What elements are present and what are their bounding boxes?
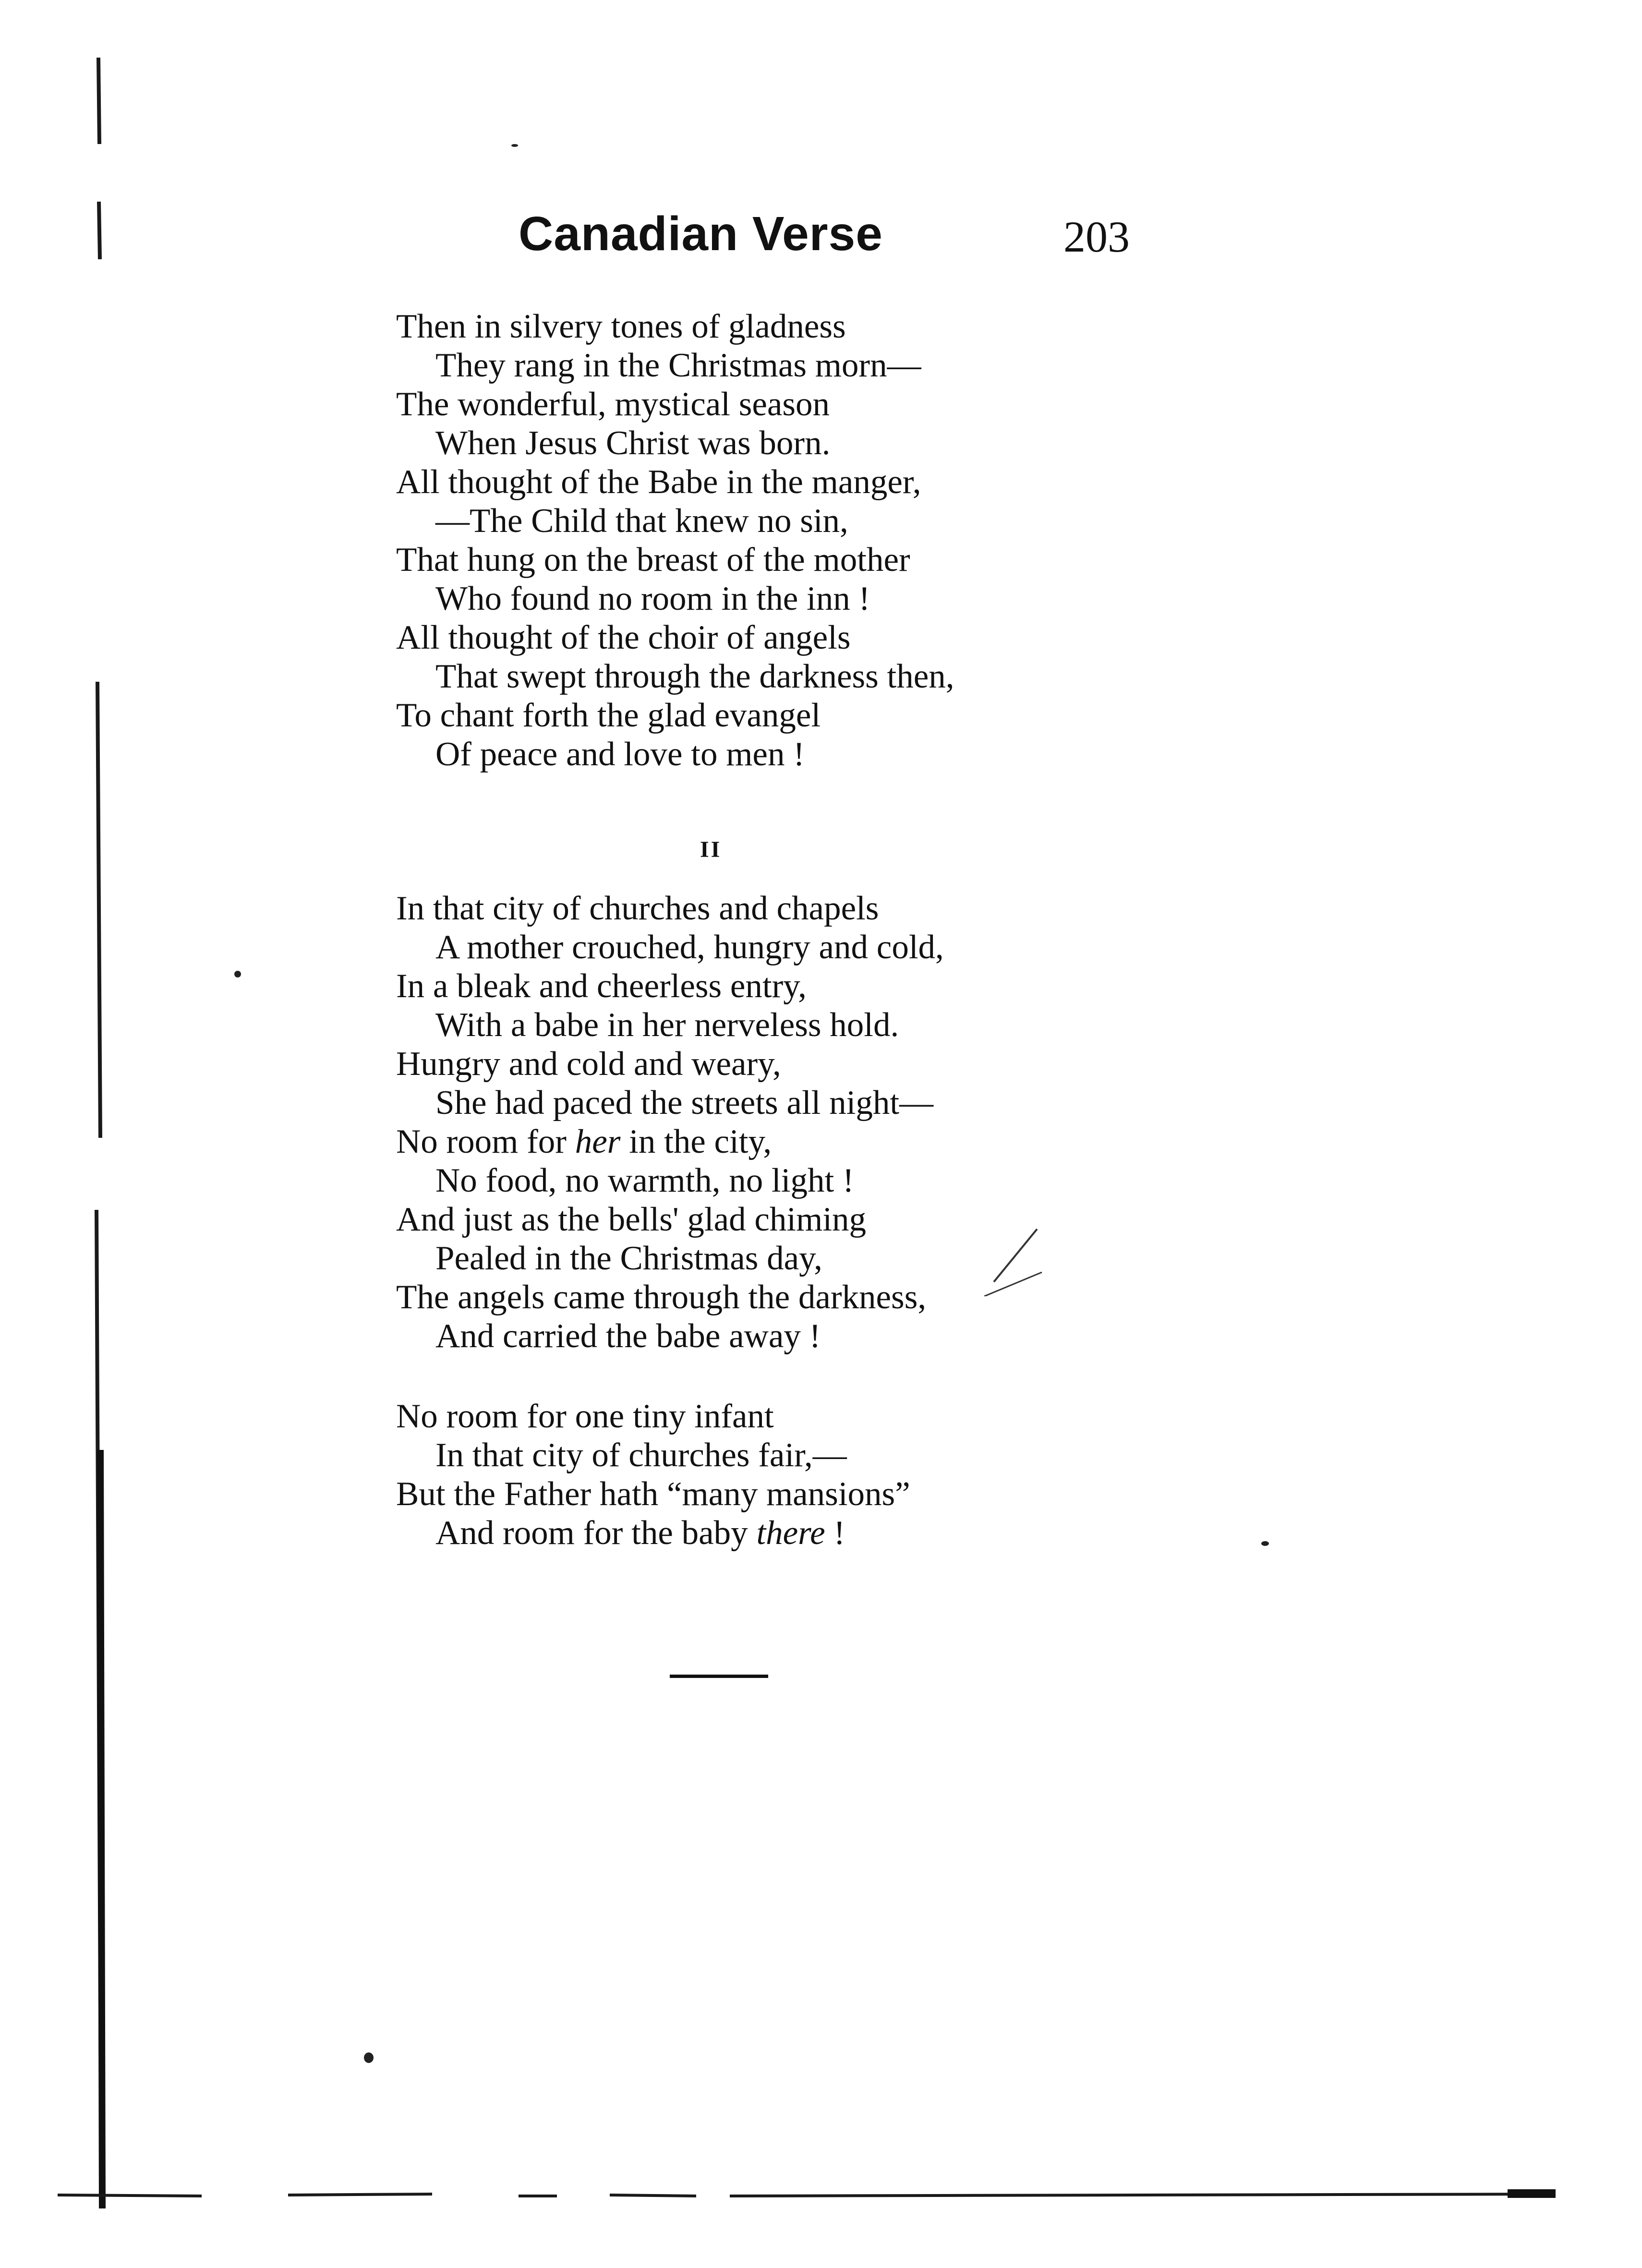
poem-line: No food, no warmth, no light ! xyxy=(435,1162,854,1199)
page-number: 203 xyxy=(1063,212,1130,261)
italic-word: her xyxy=(575,1123,621,1160)
poem-line: When Jesus Christ was born. xyxy=(435,424,831,462)
poem-line: To chant forth the glad evangel xyxy=(396,697,821,734)
line-text: ! xyxy=(825,1514,845,1552)
end-rule xyxy=(670,1675,768,1678)
italic-word: there xyxy=(756,1514,825,1552)
scan-bottom-edge xyxy=(58,2184,1556,2204)
poem-line: She had paced the streets all night— xyxy=(435,1084,934,1122)
stanza-3 xyxy=(396,1397,910,1553)
running-header-title: Canadian Verse xyxy=(519,207,883,261)
section-numeral: II xyxy=(700,837,722,862)
poem-line: Pealed in the Christmas day, xyxy=(435,1240,822,1277)
poem-line: All thought of the Babe in the manger, xyxy=(396,463,921,501)
stanza-1 xyxy=(396,307,954,774)
poem-line: —The Child that knew no sin, xyxy=(435,502,848,540)
poem-line: In that city of churches fair,— xyxy=(435,1436,847,1474)
poem-line: But the Father hath “many mansions” xyxy=(396,1475,910,1513)
scan-speck xyxy=(1261,1541,1269,1546)
poem-line: In that city of churches and chapels xyxy=(396,890,879,927)
scan-binding-edge xyxy=(94,58,108,2218)
pencil-mark xyxy=(936,1200,1056,1296)
poem-line: And just as the bells' glad chiming xyxy=(396,1201,867,1238)
poem-line: Of peace and love to men ! xyxy=(435,736,805,773)
poem-line: That swept through the darkness then, xyxy=(435,658,954,695)
poem-line: All thought of the choir of angels xyxy=(396,619,851,656)
poem-line: Who found no room in the inn ! xyxy=(435,580,870,617)
poem-line: Then in silvery tones of gladness xyxy=(396,308,846,345)
line-text: No room for xyxy=(396,1123,575,1160)
poem-line: A mother crouched, hungry and cold, xyxy=(435,929,944,966)
poem-line: Hungry and cold and weary, xyxy=(396,1045,781,1083)
poem-line: And carried the babe away ! xyxy=(435,1317,821,1355)
poem-line: That hung on the breast of the mother xyxy=(396,541,910,579)
poem-line: The angels came through the darkness, xyxy=(396,1279,927,1316)
poem-line: The wonderful, mystical season xyxy=(396,386,830,423)
scan-speck xyxy=(511,144,518,147)
line-text: in the city, xyxy=(620,1123,772,1160)
line-text: And room for the baby xyxy=(435,1514,757,1552)
poem-line xyxy=(396,1122,944,1161)
scan-speck xyxy=(234,971,241,977)
poem-line: In a bleak and cheerless entry, xyxy=(396,967,807,1005)
poem-line: They rang in the Christmas morn— xyxy=(435,347,921,384)
poem-line: No room for one tiny infant xyxy=(396,1398,774,1435)
poem-line xyxy=(396,1514,910,1553)
scan-speck xyxy=(364,2052,374,2063)
stanza-2 xyxy=(396,889,944,1356)
poem-line: With a babe in her nerveless hold. xyxy=(435,1006,899,1044)
